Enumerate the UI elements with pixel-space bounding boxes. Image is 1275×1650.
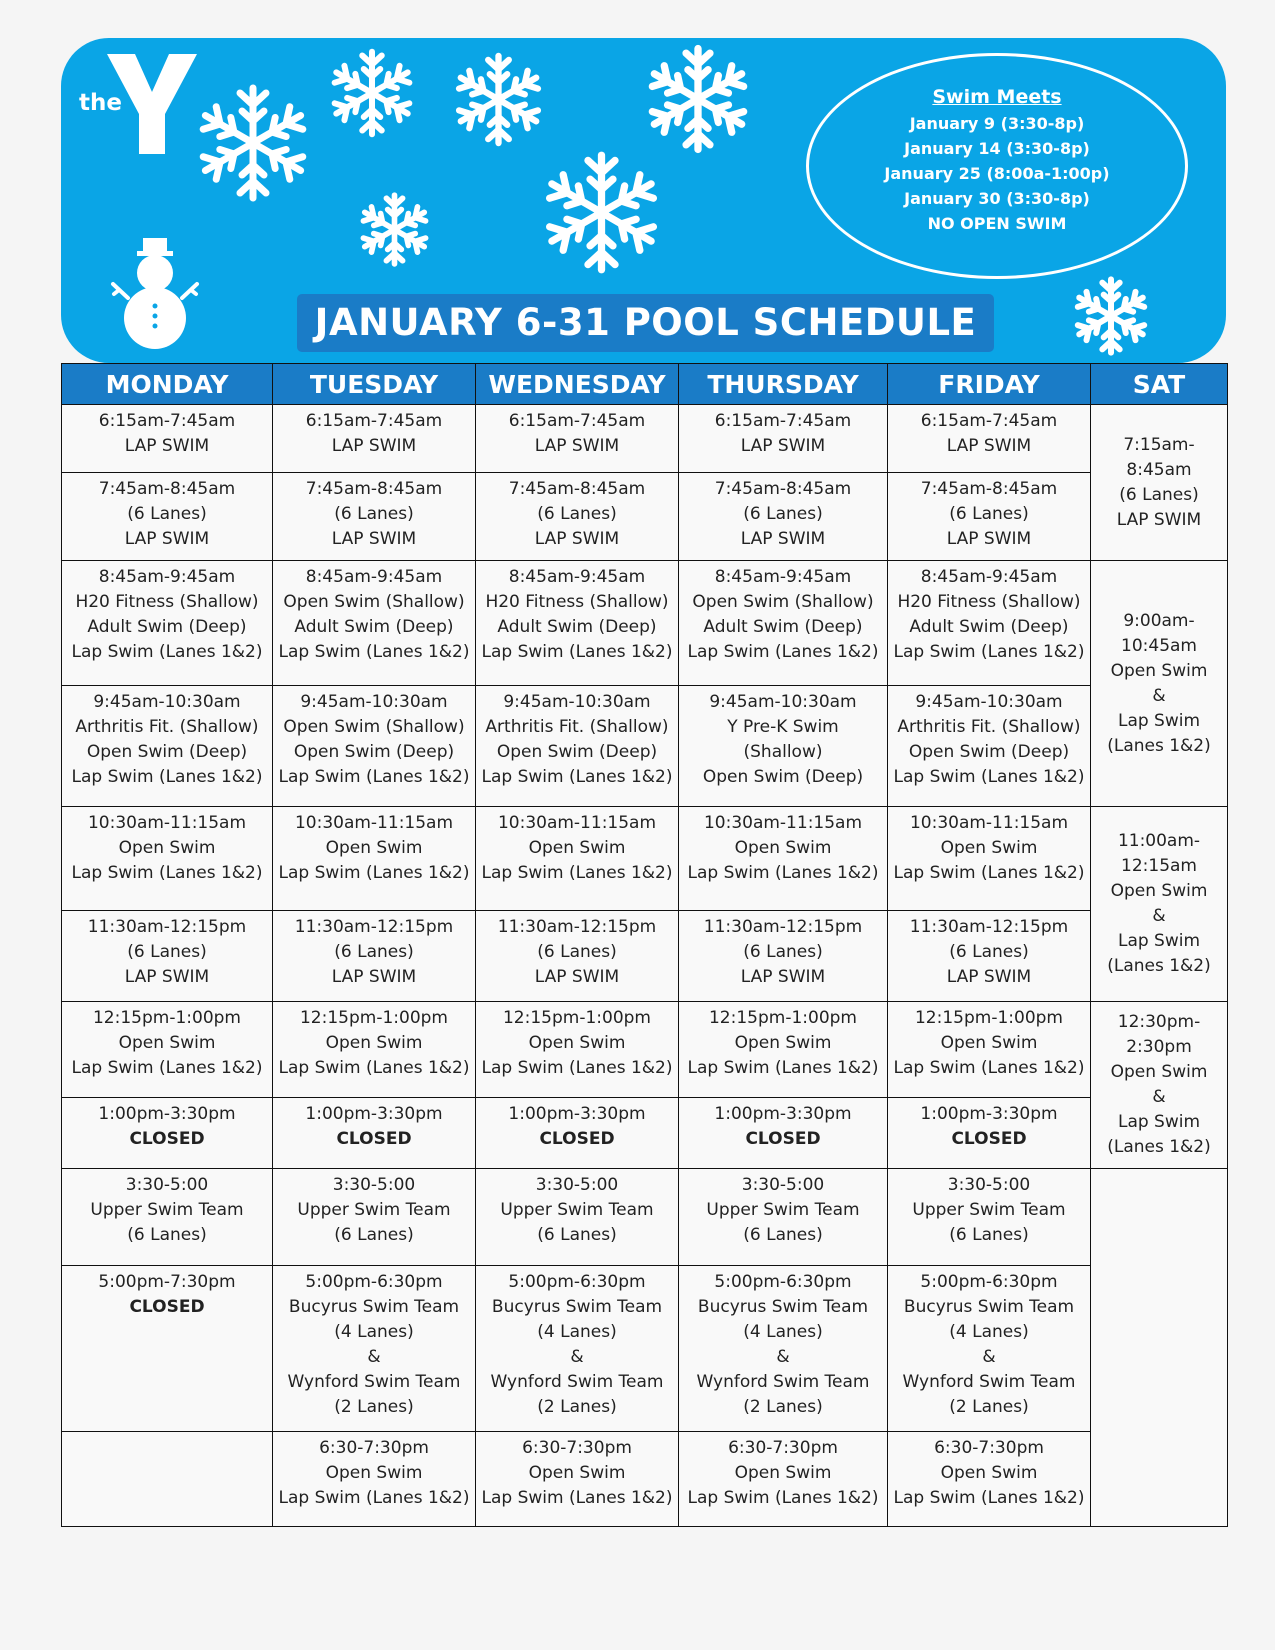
schedule-cell: 10:30am-11:15am Open Swim Lap Swim (Lanes 1&2) [62, 807, 273, 911]
schedule-cell: 9:45am-10:30am Arthritis Fit. (Shallow) Open Swim (Deep) Lap Swim (Lanes 1&2) [62, 686, 273, 807]
page-title: JANUARY 6-31 POOL SCHEDULE [297, 294, 994, 352]
schedule-cell [62, 1432, 273, 1527]
swim-meet-line: January 30 (3:30-8p) [904, 189, 1090, 208]
table-row [62, 911, 1228, 1002]
closed-label: CLOSED [129, 1297, 205, 1317]
schedule-cell: 11:30am-12:15pm (6 Lanes) LAP SWIM [273, 911, 476, 1002]
schedule-cell: 12:15pm-1:00pm Open Swim Lap Swim (Lanes 1&2) [476, 1002, 679, 1098]
schedule-cell: 6:30-7:30pm Open Swim Lap Swim (Lanes 1&2) [888, 1432, 1091, 1527]
schedule-cell: 8:45am-9:45am H20 Fitness (Shallow) Adult Swim (Deep) Lap Swim (Lanes 1&2) [476, 561, 679, 686]
header-row [62, 364, 1228, 405]
schedule-cell: 3:30-5:00 Upper Swim Team (6 Lanes) [679, 1169, 888, 1266]
schedule-cell: 9:45am-10:30am Y Pre-K Swim (Shallow) Open Swim (Deep) [679, 686, 888, 807]
schedule-cell [62, 1098, 273, 1169]
schedule-cell: 5:00pm-6:30pm Bucyrus Swim Team (4 Lanes) & Wynford Swim Team (2 Lanes) [679, 1266, 888, 1432]
schedule-cell: 10:30am-11:15am Open Swim Lap Swim (Lanes 1&2) [679, 807, 888, 911]
swim-meet-line: January 25 (8:00a-1:00p) [884, 164, 1110, 183]
schedule-cell: 9:45am-10:30am Arthritis Fit. (Shallow) Open Swim (Deep) Lap Swim (Lanes 1&2) [888, 686, 1091, 807]
schedule-cell: 6:15am-7:45am LAP SWIM [62, 405, 273, 473]
schedule-cell: 8:45am-9:45am H20 Fitness (Shallow) Adult Swim (Deep) Lap Swim (Lanes 1&2) [62, 561, 273, 686]
schedule-cell: 3:30-5:00 Upper Swim Team (6 Lanes) [273, 1169, 476, 1266]
y-logo-icon [107, 54, 197, 154]
schedule-cell: 10:30am-11:15am Open Swim Lap Swim (Lanes 1&2) [888, 807, 1091, 911]
closed-label: CLOSED [336, 1129, 412, 1149]
schedule-cell: 12:15pm-1:00pm Open Swim Lap Swim (Lanes 1&2) [62, 1002, 273, 1098]
schedule-cell: 5:00pm-6:30pm Bucyrus Swim Team (4 Lanes) & Wynford Swim Team (2 Lanes) [273, 1266, 476, 1432]
schedule-cell: 5:00pm-6:30pm Bucyrus Swim Team (4 Lanes) & Wynford Swim Team (2 Lanes) [888, 1266, 1091, 1432]
swim-meet-line: NO OPEN SWIM [927, 214, 1067, 233]
schedule-cell: 12:15pm-1:00pm Open Swim Lap Swim (Lanes 1&2) [273, 1002, 476, 1098]
header-wednesday: WEDNESDAY [476, 364, 679, 405]
saturday-cell [1091, 1169, 1228, 1527]
schedule-cell: 8:45am-9:45am Open Swim (Shallow) Adult Swim (Deep) Lap Swim (Lanes 1&2) [679, 561, 888, 686]
schedule-cell: 7:45am-8:45am (6 Lanes) LAP SWIM [476, 473, 679, 561]
schedule-cell: 7:45am-8:45am (6 Lanes) LAP SWIM [62, 473, 273, 561]
header-saturday: SAT [1091, 364, 1228, 405]
schedule-cell: 9:45am-10:30am Open Swim (Shallow) Open Swim (Deep) Lap Swim (Lanes 1&2) [273, 686, 476, 807]
schedule-cell: 11:30am-12:15pm (6 Lanes) LAP SWIM [62, 911, 273, 1002]
time-label: 1:00pm-3:30pm [920, 1104, 1058, 1124]
logo-text: the [79, 90, 122, 116]
schedule-cell: 6:15am-7:45am LAP SWIM [273, 405, 476, 473]
schedule-cell [62, 1266, 273, 1432]
header-monday: MONDAY [62, 364, 273, 405]
table-row [62, 1098, 1228, 1169]
saturday-cell: 7:15am- 8:45am (6 Lanes) LAP SWIM [1091, 405, 1228, 561]
schedule-cell [476, 1098, 679, 1169]
schedule-cell: 7:45am-8:45am (6 Lanes) LAP SWIM [273, 473, 476, 561]
closed-label: CLOSED [129, 1129, 205, 1149]
schedule-cell: 12:15pm-1:00pm Open Swim Lap Swim (Lanes 1&2) [679, 1002, 888, 1098]
schedule-cell [679, 1098, 888, 1169]
schedule-cell: 6:30-7:30pm Open Swim Lap Swim (Lanes 1&2) [476, 1432, 679, 1527]
table-row [62, 473, 1228, 561]
schedule-cell: 9:45am-10:30am Arthritis Fit. (Shallow) Open Swim (Deep) Lap Swim (Lanes 1&2) [476, 686, 679, 807]
schedule-cell: 7:45am-8:45am (6 Lanes) LAP SWIM [679, 473, 888, 561]
time-label: 1:00pm-3:30pm [714, 1104, 852, 1124]
snowflake-icon [327, 48, 417, 138]
swim-meet-line: January 9 (3:30-8p) [909, 114, 1085, 133]
table-row [62, 561, 1228, 686]
schedule-cell: 3:30-5:00 Upper Swim Team (6 Lanes) [62, 1169, 273, 1266]
schedule-cell [888, 1098, 1091, 1169]
schedule-cell: 6:30-7:30pm Open Swim Lap Swim (Lanes 1&2) [679, 1432, 888, 1527]
schedule-cell [273, 1098, 476, 1169]
header-thursday: THURSDAY [679, 364, 888, 405]
snowman-icon [110, 236, 200, 351]
schedule-cell: 6:15am-7:45am LAP SWIM [679, 405, 888, 473]
table-row [62, 1169, 1228, 1266]
table-row [62, 686, 1228, 807]
swim-meet-line: January 14 (3:30-8p) [904, 139, 1090, 158]
schedule-cell: 7:45am-8:45am (6 Lanes) LAP SWIM [888, 473, 1091, 561]
table-row [62, 1266, 1228, 1432]
snowflake-icon [193, 83, 313, 203]
table-row [62, 1002, 1228, 1098]
time-label: 1:00pm-3:30pm [98, 1104, 236, 1124]
saturday-cell: 11:00am- 12:15am Open Swim & Lap Swim (Lanes 1&2) [1091, 807, 1228, 1002]
schedule-cell: 11:30am-12:15pm (6 Lanes) LAP SWIM [679, 911, 888, 1002]
saturday-cell: 9:00am- 10:45am Open Swim & Lap Swim (Lanes 1&2) [1091, 561, 1228, 807]
schedule-cell: 11:30am-12:15pm (6 Lanes) LAP SWIM [476, 911, 679, 1002]
header-friday: FRIDAY [888, 364, 1091, 405]
table-row [62, 807, 1228, 911]
header-banner [61, 38, 1226, 363]
swim-meets-callout [806, 53, 1188, 279]
schedule-cell: 10:30am-11:15am Open Swim Lap Swim (Lanes 1&2) [476, 807, 679, 911]
schedule-cell: 10:30am-11:15am Open Swim Lap Swim (Lanes 1&2) [273, 807, 476, 911]
ymca-logo [79, 54, 209, 164]
table-row [62, 1432, 1228, 1527]
closed-label: CLOSED [951, 1129, 1027, 1149]
schedule-cell: 8:45am-9:45am H20 Fitness (Shallow) Adult Swim (Deep) Lap Swim (Lanes 1&2) [888, 561, 1091, 686]
schedule-cell: 11:30am-12:15pm (6 Lanes) LAP SWIM [888, 911, 1091, 1002]
schedule-cell: 6:15am-7:45am LAP SWIM [476, 405, 679, 473]
schedule-cell: 3:30-5:00 Upper Swim Team (6 Lanes) [888, 1169, 1091, 1266]
snowflake-icon [357, 192, 432, 267]
time-label: 1:00pm-3:30pm [305, 1104, 443, 1124]
schedule-cell: 12:15pm-1:00pm Open Swim Lap Swim (Lanes 1&2) [888, 1002, 1091, 1098]
closed-label: CLOSED [539, 1129, 615, 1149]
closed-label: CLOSED [745, 1129, 821, 1149]
snowflake-icon [643, 44, 753, 154]
saturday-cell: 12:30pm- 2:30pm Open Swim & Lap Swim (Lanes 1&2) [1091, 1002, 1228, 1169]
time-label: 5:00pm-7:30pm [98, 1272, 236, 1292]
schedule-cell: 3:30-5:00 Upper Swim Team (6 Lanes) [476, 1169, 679, 1266]
schedule-cell: 6:15am-7:45am LAP SWIM [888, 405, 1091, 473]
snowflake-icon [1071, 276, 1151, 356]
pool-schedule-table [61, 363, 1228, 1527]
table-row [62, 405, 1228, 473]
schedule-cell: 5:00pm-6:30pm Bucyrus Swim Team (4 Lanes) & Wynford Swim Team (2 Lanes) [476, 1266, 679, 1432]
schedule-cell: 8:45am-9:45am Open Swim (Shallow) Adult Swim (Deep) Lap Swim (Lanes 1&2) [273, 561, 476, 686]
schedule-cell: 6:30-7:30pm Open Swim Lap Swim (Lanes 1&2) [273, 1432, 476, 1527]
snowflake-icon [451, 52, 546, 147]
time-label: 1:00pm-3:30pm [508, 1104, 646, 1124]
snowflake-icon [539, 150, 664, 275]
header-tuesday: TUESDAY [273, 364, 476, 405]
swim-meets-title: Swim Meets [932, 86, 1062, 108]
